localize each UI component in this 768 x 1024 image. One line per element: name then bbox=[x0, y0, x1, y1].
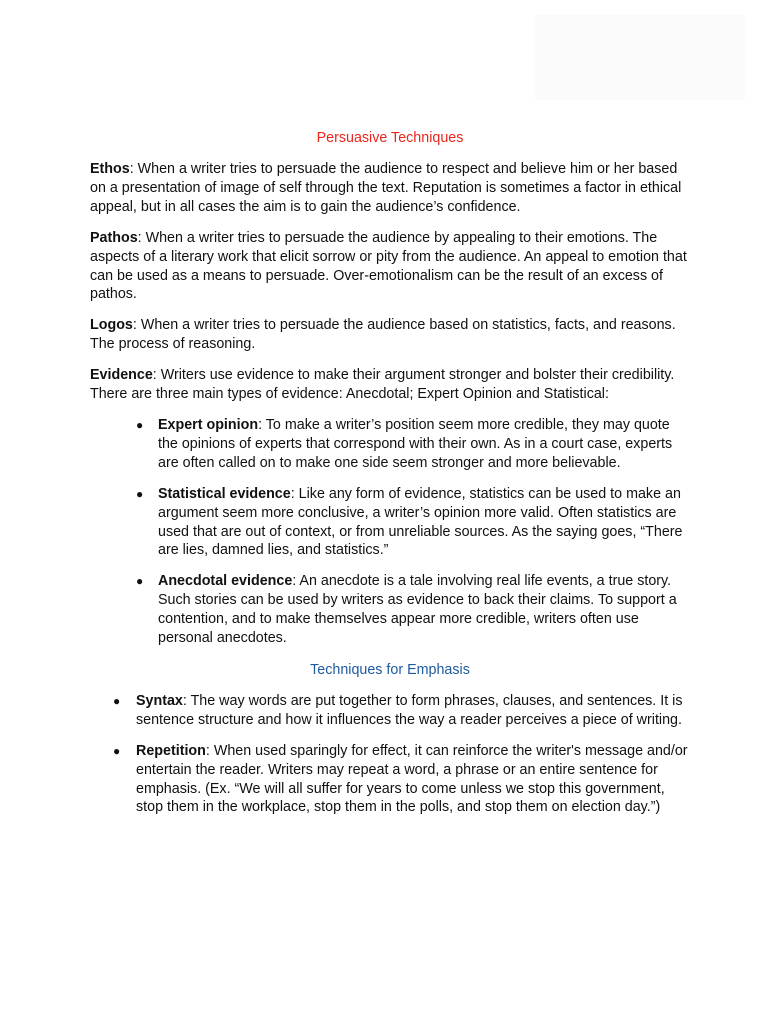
bullet-icon: ● bbox=[113, 743, 121, 758]
list-item-repetition bbox=[90, 742, 690, 818]
term-logos: Logos bbox=[90, 317, 133, 334]
definition-anecdotal-evidence: : An anecdote is a tale involving real life events, a true story. Such stories can be used by writers as evidence to back their claims. To support a contention, and to make themselves appear more credible, writers often use personal anecdotes. bbox=[158, 573, 677, 647]
list-item-statistical-evidence bbox=[90, 485, 690, 561]
term-evidence: Evidence bbox=[90, 367, 153, 384]
term-expert-opinion: Expert opinion bbox=[158, 416, 259, 433]
term-pathos: Pathos bbox=[90, 229, 138, 246]
bullet-icon: ● bbox=[113, 693, 121, 708]
page-corner-shade bbox=[535, 15, 745, 100]
definition-ethos: : When a writer tries to persuade the audience to respect and believe him or her based on a presentation of image of self through the text. Reputation is sometimes a factor in ethical appeal, but in all cases the aim is to gain the audience’s confidence. bbox=[90, 161, 682, 215]
bullet-icon: ● bbox=[136, 486, 144, 501]
definition-logos: : When a writer tries to persuade the audience based on statistics, facts, and reasons. The process of reasoning. bbox=[90, 317, 676, 353]
term-statistical-evidence: Statistical evidence bbox=[158, 485, 291, 502]
paragraph-logos bbox=[90, 316, 690, 354]
document-title: Persuasive Techniques bbox=[316, 130, 464, 146]
paragraph-pathos bbox=[90, 229, 690, 305]
definition-syntax: : The way words are put together to form phrases, clauses, and sentences. It is sentence structure and how it influences the way a reader perceives a piece of writing. bbox=[136, 692, 683, 728]
term-repetition: Repetition bbox=[136, 742, 206, 759]
bullet-icon: ● bbox=[136, 574, 144, 589]
section-subtitle: Techniques for Emphasis bbox=[310, 661, 470, 678]
term-anecdotal-evidence: Anecdotal evidence bbox=[158, 573, 293, 590]
definition-repetition: : When used sparingly for effect, it can reinforce the writer's message and/or entertain the reader. Writers may repeat a word, a phrase or an entire sentence for emphasis. (Ex. “We will all suffer for years to come unless we stop this government, stop them in the workplace, stop them in the polls, and stop them on election day.”) bbox=[136, 742, 688, 816]
emphasis-techniques-list bbox=[90, 692, 690, 817]
definition-expert-opinion: : To make a writer’s position seem more credible, they may quote the opinions of experts that correspond with their own. As in a court case, experts are often called on to make one side seem stronger and more believable. bbox=[158, 416, 673, 471]
list-item-anecdotal-evidence bbox=[90, 572, 690, 648]
evidence-types-list bbox=[90, 416, 690, 648]
definition-statistical-evidence: : Like any form of evidence, statistics can be used to make an argument seem more conclusive, a writer’s opinion more valid. Often statistics are used that are out of context, or from unreliable sources. As the saying goes, “There are lies, damned lies, and statistics.” bbox=[158, 485, 683, 559]
paragraph-ethos bbox=[90, 160, 690, 217]
list-item-expert-opinion bbox=[90, 416, 690, 473]
definition-pathos: : When a writer tries to persuade the audience by appealing to their emotions. The aspects of a literary work that elicit sorrow or pity from the audience. An appeal to emotion that can be used as a means to persuade. Over-emotionalism can be the result of an excess of pathos. bbox=[90, 229, 687, 303]
bullet-icon: ● bbox=[136, 417, 144, 432]
document-body bbox=[90, 128, 690, 829]
term-syntax: Syntax bbox=[136, 692, 183, 709]
list-item-syntax bbox=[90, 692, 690, 730]
paragraph-evidence bbox=[90, 366, 690, 404]
term-ethos: Ethos bbox=[90, 161, 130, 177]
definition-evidence: : Writers use evidence to make their argument stronger and bolster their credibility. There are three main types of evidence: Anecdotal; Expert Opinion and Statistical: bbox=[90, 367, 675, 403]
